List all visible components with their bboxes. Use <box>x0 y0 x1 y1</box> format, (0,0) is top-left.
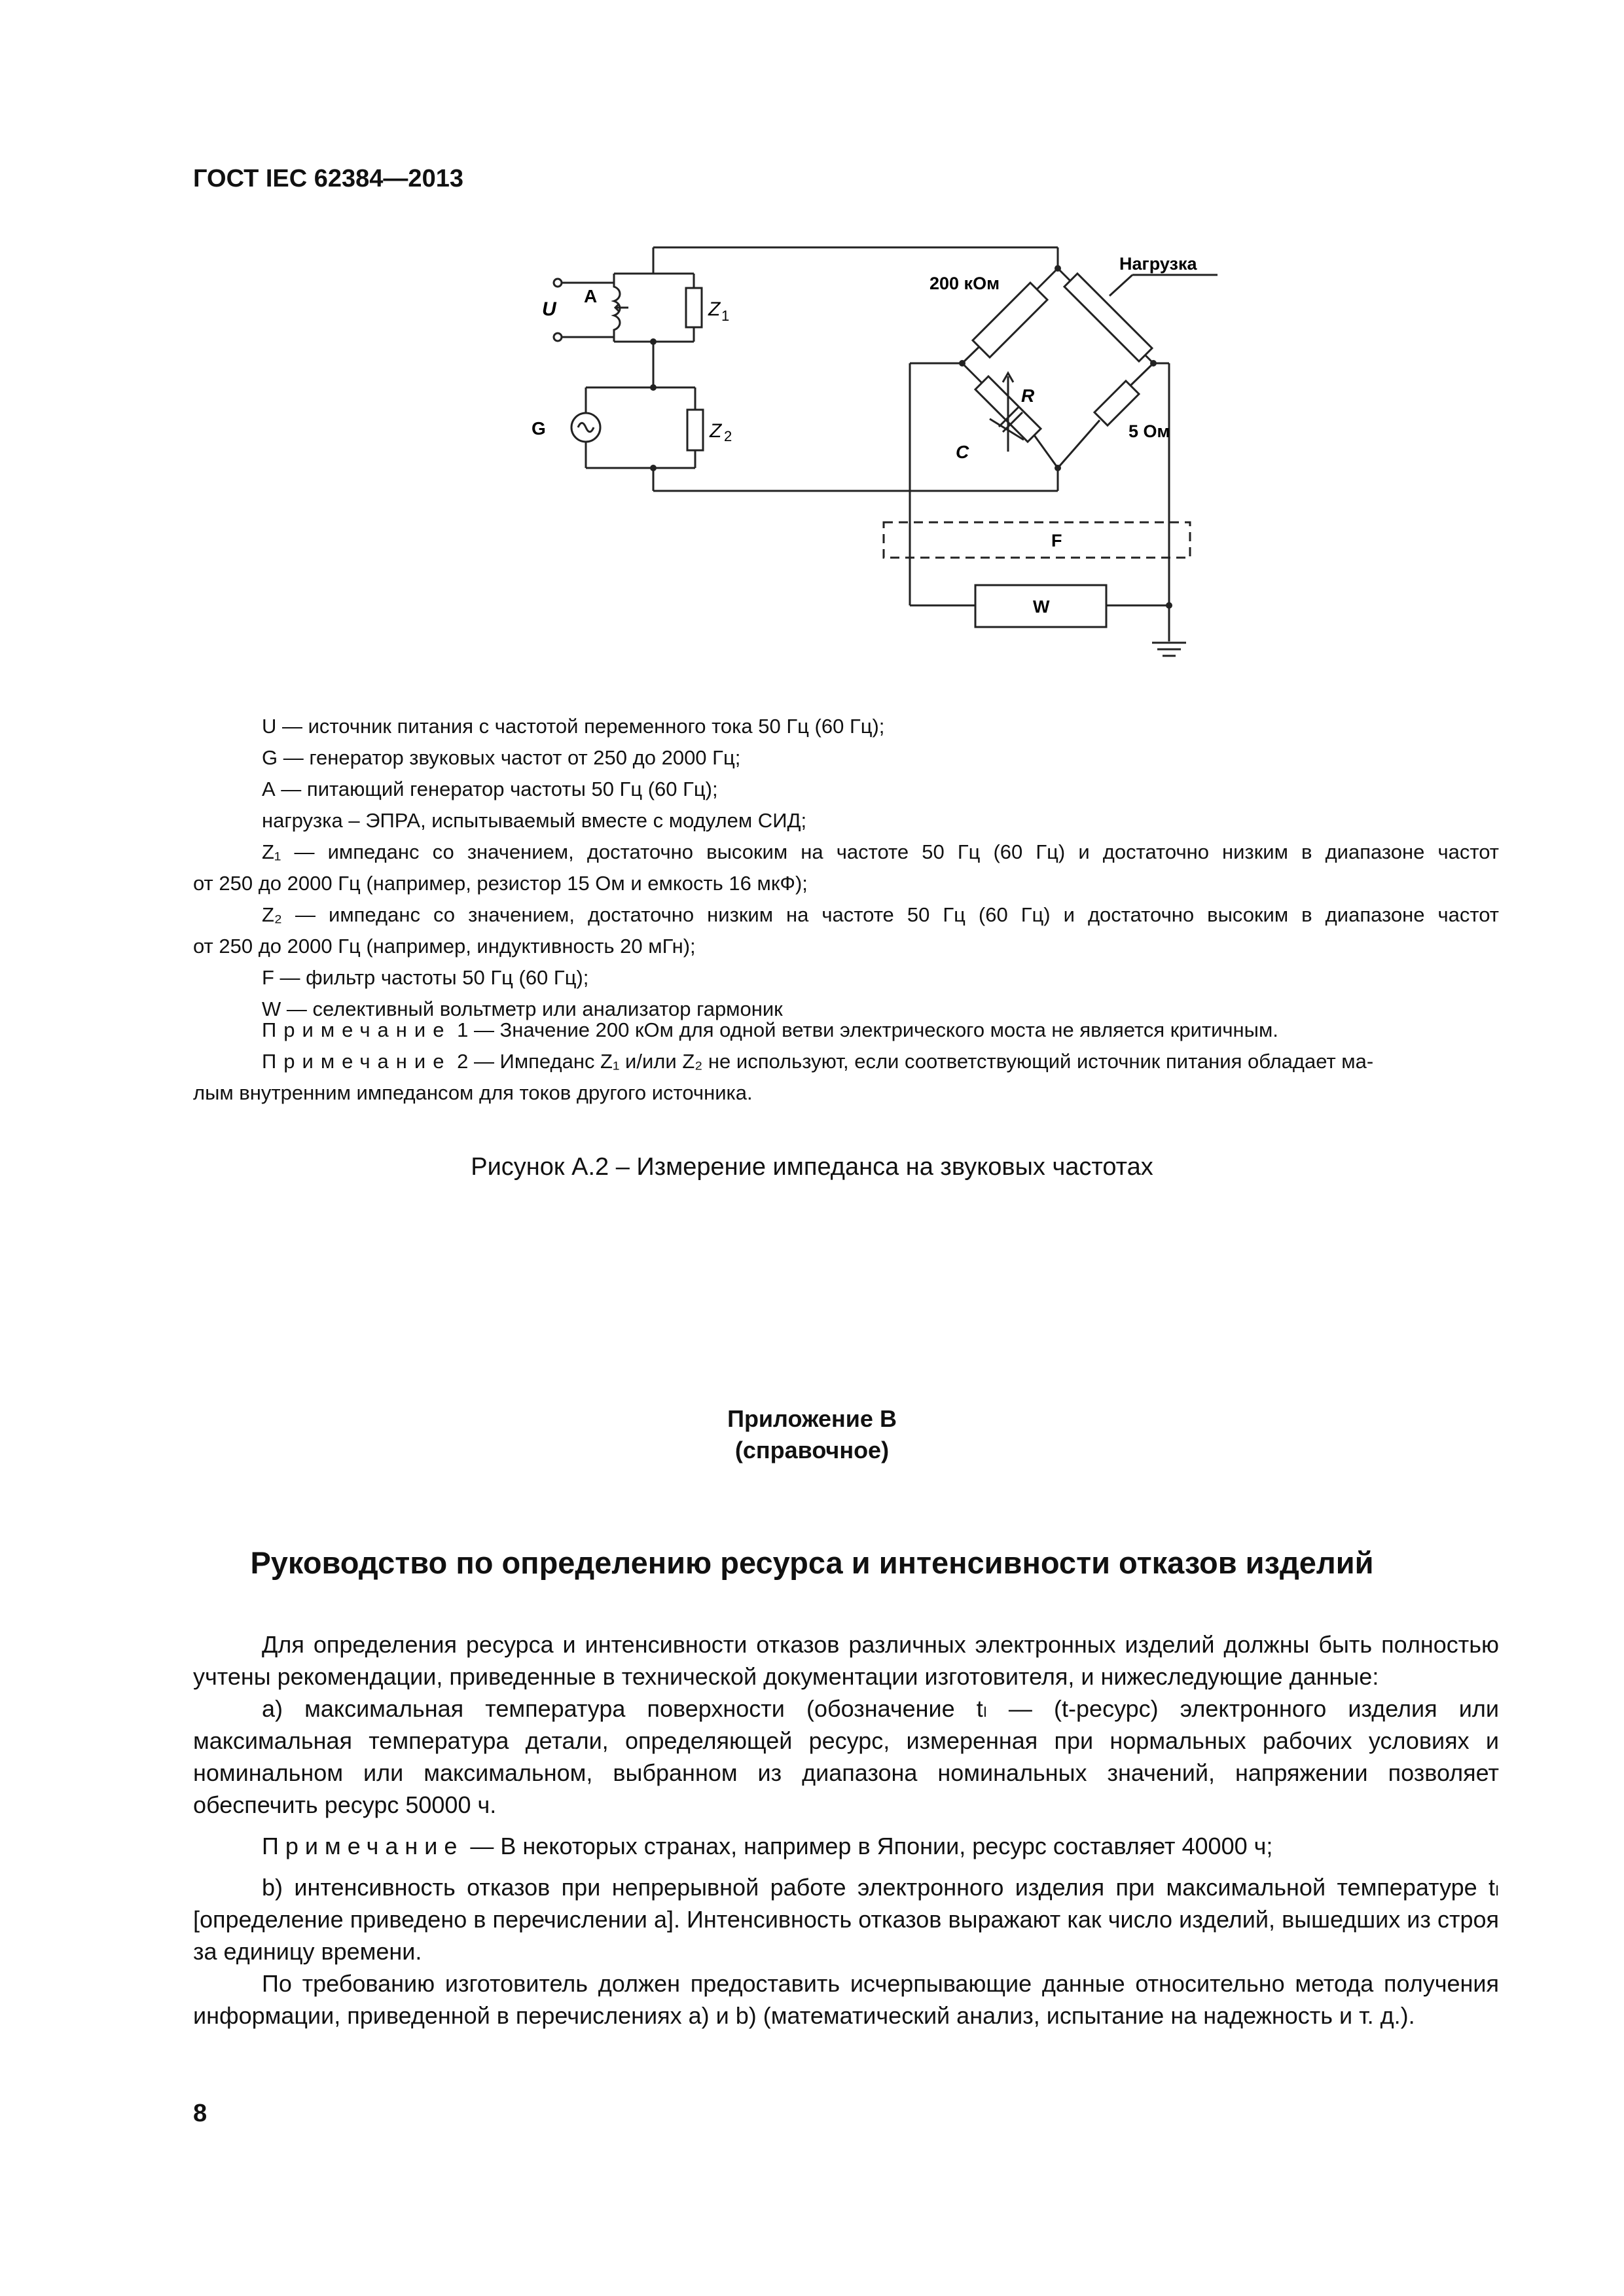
note-label: Примечание <box>262 1833 464 1859</box>
label-z1: Z <box>708 298 721 320</box>
label-z2: Z <box>710 420 722 442</box>
document-header: ГОСТ IEC 62384—2013 <box>193 165 463 192</box>
appendix-title: Приложение В <box>727 1405 897 1432</box>
legend-z1-line1: Z₁ — импеданс со значением, достаточно высоким на частоте 50 Гц (60 Гц) и достаточно низким в диапазоне частот <box>262 840 1499 863</box>
legend-z2-line2: от 250 до 2000 Гц (например, индуктивность 20 мГн); <box>193 935 696 958</box>
label-r: R <box>1021 386 1035 406</box>
legend-w: W — селективный вольтметр или анализатор гармоник <box>262 997 783 1020</box>
note-text: — В некоторых странах, например в Японии, ресурс составляет 40000 ч; <box>470 1833 1273 1859</box>
figure-legend <box>193 711 1499 1025</box>
appendix-subtitle: (справочное) <box>734 1437 890 1463</box>
note-2 <box>193 1046 1499 1077</box>
label-w: W <box>1033 597 1050 617</box>
label-f: F <box>1051 531 1062 550</box>
legend-z2-line1: Z₂ — импеданс со значением, достаточно низким на частоте 50 Гц (60 Гц) и достаточно высоким в диапазоне частот <box>262 903 1499 926</box>
label-a: A <box>584 286 598 306</box>
circuit-diagram <box>524 242 1231 687</box>
label-g: G <box>532 418 546 439</box>
paragraph-a: а) максимальная температура поверхности (обозначение tₗ — (t-ресурс) электронного изделия или максимальная температура детали, определяющей ресурс, измеренная при нормальных рабочих условиях и номинальном или максимальном, выбранном из диапазона номинальных значений, напряжении позволяет обеспечить ресурс 50000 ч. <box>193 1695 1499 1818</box>
label-u: U <box>542 298 556 320</box>
legend-g: G — генератор звуковых частот от 250 до 2000 Гц; <box>262 746 741 769</box>
paragraph-note <box>193 1830 1499 1862</box>
paragraph-intro: Для определения ресурса и интенсивности отказов различных электронных изделий должны быть полностью учтены рекомендации, приведенные в технической документации изготовителя, и нижеследующие данные: <box>193 1631 1499 1690</box>
legend-load: нагрузка – ЭПРА, испытываемый вместе с модулем СИД; <box>262 809 807 832</box>
note-1 <box>193 1014 1499 1046</box>
label-c: C <box>956 442 969 462</box>
page-number: 8 <box>193 2100 208 2127</box>
paragraph-b: b) интенсивность отказов при непрерывной работе электронного изделия при максимальной температуре tₗ [определение приведено в перечислении a]. Интенсивность отказов выражают как число изделий, вышедших из строя за единицу времени. <box>193 1874 1499 1965</box>
figure-caption: Рисунок А.2 – Измерение импеданса на звуковых частотах <box>471 1153 1153 1181</box>
label-5ohm: 5 Ом <box>1128 422 1170 441</box>
legend-a: А — питающий генератор частоты 50 Гц (60 Гц); <box>262 778 718 800</box>
note-1-number: 1 <box>457 1018 469 1041</box>
note-2-number: 2 <box>457 1050 469 1073</box>
legend-u: U — источник питания с частотой переменного тока 50 Гц (60 Гц); <box>262 715 885 738</box>
legend-z1-line2: от 250 до 2000 Гц (например, резистор 15 Ом и емкость 16 мкФ); <box>193 872 808 895</box>
legend-f: F — фильтр частоты 50 Гц (60 Гц); <box>262 966 589 989</box>
note-1-text: — Значение 200 кОм для одной ветви электрического моста не является критичным. <box>473 1018 1278 1041</box>
label-load: Нагрузка <box>1119 254 1197 274</box>
section-title: Руководство по определению ресурса и интенсивности отказов изделий <box>250 1545 1374 1580</box>
note-2-label: Примечание <box>262 1050 452 1073</box>
figure-notes <box>193 1014 1499 1109</box>
label-200k: 200 кОм <box>929 274 1000 293</box>
label-z1-sub: 1 <box>721 308 730 324</box>
note-2-continuation: лым внутренним импедансом для токов другого источника. <box>193 1081 753 1104</box>
label-z2-sub: 2 <box>724 428 732 444</box>
note-1-label: Примечание <box>262 1018 452 1041</box>
body-text <box>193 1628 1499 2032</box>
note-2-text: — Импеданс Z₁ и/или Z₂ не используют, если соответствующий источник питания обладает ма- <box>473 1050 1374 1073</box>
paragraph-manufacturer: По требованию изготовитель должен предоставить исчерпывающие данные относительно метода получения информации, приведенной в перечислениях a) и b) (математический анализ, испытание на надежность и т. д.). <box>193 1970 1499 2029</box>
